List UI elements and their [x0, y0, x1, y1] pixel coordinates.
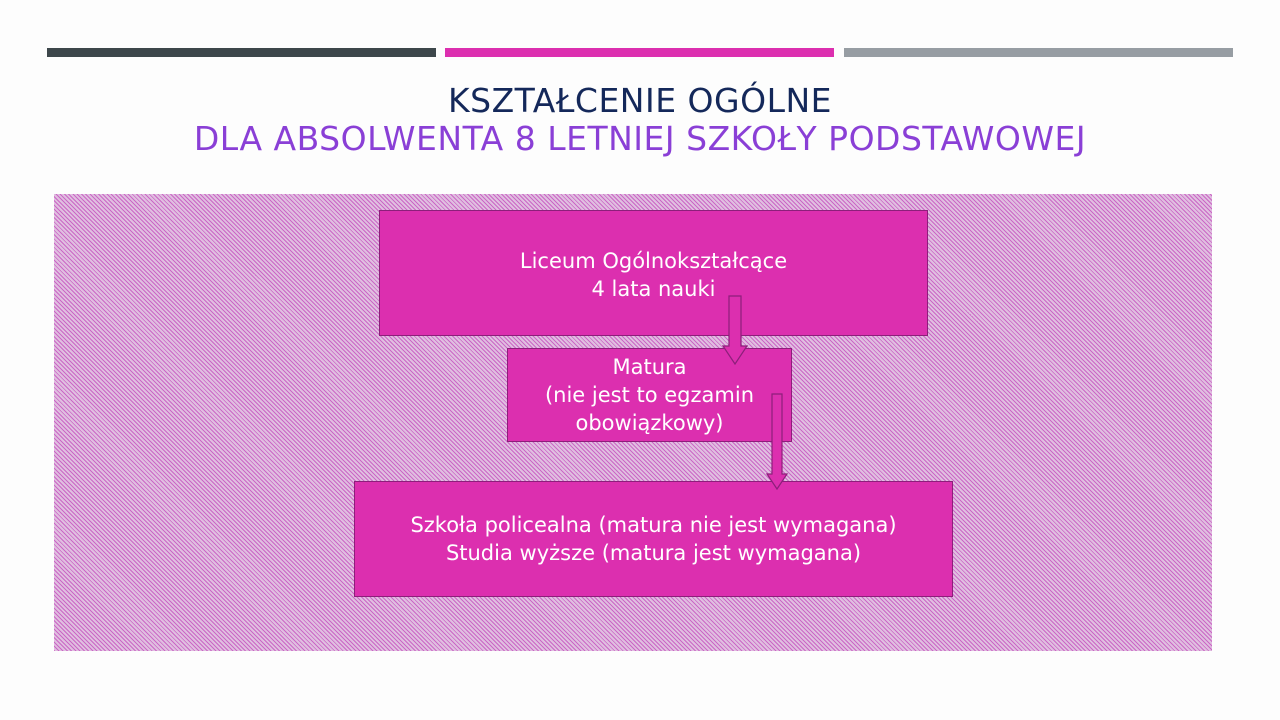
slide-title: [0, 82, 1280, 158]
title-subtitle: DLA ABSOLWENTA 8 LETNIEJ SZKOŁY PODSTAWOWEJ: [193, 119, 1087, 158]
box-studia: [354, 481, 953, 597]
box-liceum-line-2: 4 lata nauki: [591, 277, 716, 301]
box-matura-line-1: Matura: [612, 355, 687, 379]
box-studia-line-1: Szkoła policealna (matura nie jest wymagana): [410, 513, 897, 537]
box-studia-line-2: Studia wyższe (matura jest wymagana): [445, 541, 862, 565]
box-liceum-line-1: Liceum Ogólnokształcące: [519, 249, 788, 273]
box-matura: [507, 348, 792, 442]
top-bar-dark: [47, 48, 436, 57]
title-main: KSZTAŁCENIE OGÓLNE: [447, 81, 832, 120]
top-bar-light: [844, 48, 1233, 57]
diagram-area: [54, 194, 1212, 651]
arrow-down-matura-to-studia: [766, 394, 788, 490]
box-matura-line-3: obowiązkowy): [575, 411, 724, 435]
top-bar-accent: [445, 48, 834, 57]
box-matura-line-2: (nie jest to egzamin: [544, 383, 755, 407]
box-liceum: [379, 210, 928, 336]
arrow-down-liceum-to-matura: [722, 296, 748, 366]
